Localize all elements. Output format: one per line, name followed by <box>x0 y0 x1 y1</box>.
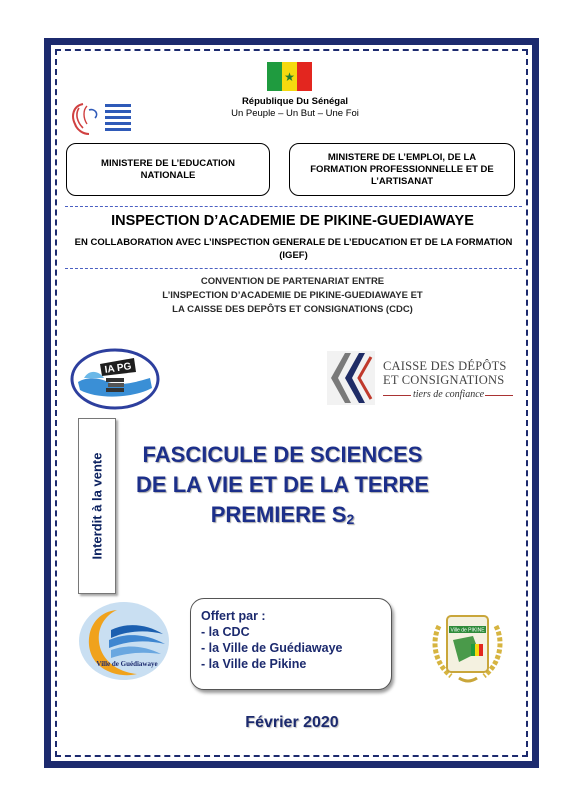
offered-by-item: - la Ville de Guédiawaye <box>201 641 343 655</box>
title-line-2: DE LA VIE ET DE LA TERRE <box>136 472 429 497</box>
offered-by-box <box>190 598 392 690</box>
cdc-emblem-icon <box>325 347 379 409</box>
document-title <box>110 440 455 534</box>
cdc-tagline-rule-right <box>485 395 513 396</box>
iapg-logo-text: IA PG <box>104 361 133 376</box>
divider-top <box>65 206 522 207</box>
convention-line-3: LA CAISSE DES DEPÔTS ET CONSIGNATIONS (CDC) <box>172 304 413 315</box>
cdc-name-line-1: CAISSE DES DÉPÔTS <box>383 359 507 373</box>
offered-by-heading: Offert par : <box>201 609 266 623</box>
ministry-employment-box <box>289 143 515 196</box>
title-line-3-text: PREMIERE S <box>210 502 347 527</box>
collaboration-text: EN COLLABORATION AVEC L’INSPECTION GENERALE DE L’EDUCATION ET DE LA FORMATION (IGEF) <box>74 237 513 261</box>
republic-motto: Un Peuple – Un But – Une Foi <box>231 108 359 119</box>
senegal-flag-icon: ★ <box>267 62 312 91</box>
iapg-logo <box>70 348 160 410</box>
ministry-logo-icon <box>69 100 137 136</box>
convention-block <box>90 275 495 317</box>
not-for-sale-label: Interdit à la vente <box>89 452 105 560</box>
title-line-3-subscript: 2 <box>346 511 355 527</box>
ville-guediawaye-logo <box>77 600 171 682</box>
inspection-title: INSPECTION D’ACADEMIE DE PIKINE-GUEDIAWAYE <box>111 213 474 229</box>
title-line-1: FASCICULE DE SCIENCES <box>142 442 423 467</box>
republic-name: République Du Sénégal <box>241 96 349 107</box>
ministry-employment-text: MINISTERE DE L’EMPLOI, DE LA FORMATION PROFESSIONNELLE ET DE L’ARTISANAT <box>310 151 494 187</box>
divider-bottom <box>65 268 522 269</box>
cdc-tagline-rule-left <box>383 395 411 396</box>
ville-pikine-text: Ville de PIKINE <box>450 627 485 634</box>
title-line-3 <box>110 500 455 534</box>
cdc-tagline: tiers de confiance <box>413 389 485 400</box>
ministry-education-text: MINISTERE DE L’EDUCATION NATIONALE <box>101 157 235 181</box>
ministry-education-box <box>66 143 270 196</box>
offered-by-item: - la CDC <box>201 625 250 639</box>
ville-pikine-logo <box>425 604 510 686</box>
convention-line-1: CONVENTION DE PARTENARIAT ENTRE <box>200 276 385 287</box>
republic-header <box>180 96 410 120</box>
convention-line-2: L’INSPECTION D’ACADEMIE DE PIKINE-GUEDIAWAYE ET <box>162 290 423 301</box>
offered-by-item: - la Ville de Pikine <box>201 657 307 671</box>
ville-guediawaye-text: Ville de Guédiawaye <box>96 660 158 668</box>
cdc-logo <box>325 347 520 409</box>
publication-date: Février 2020 <box>245 714 339 731</box>
cdc-name-line-2: ET CONSIGNATIONS <box>383 373 505 387</box>
